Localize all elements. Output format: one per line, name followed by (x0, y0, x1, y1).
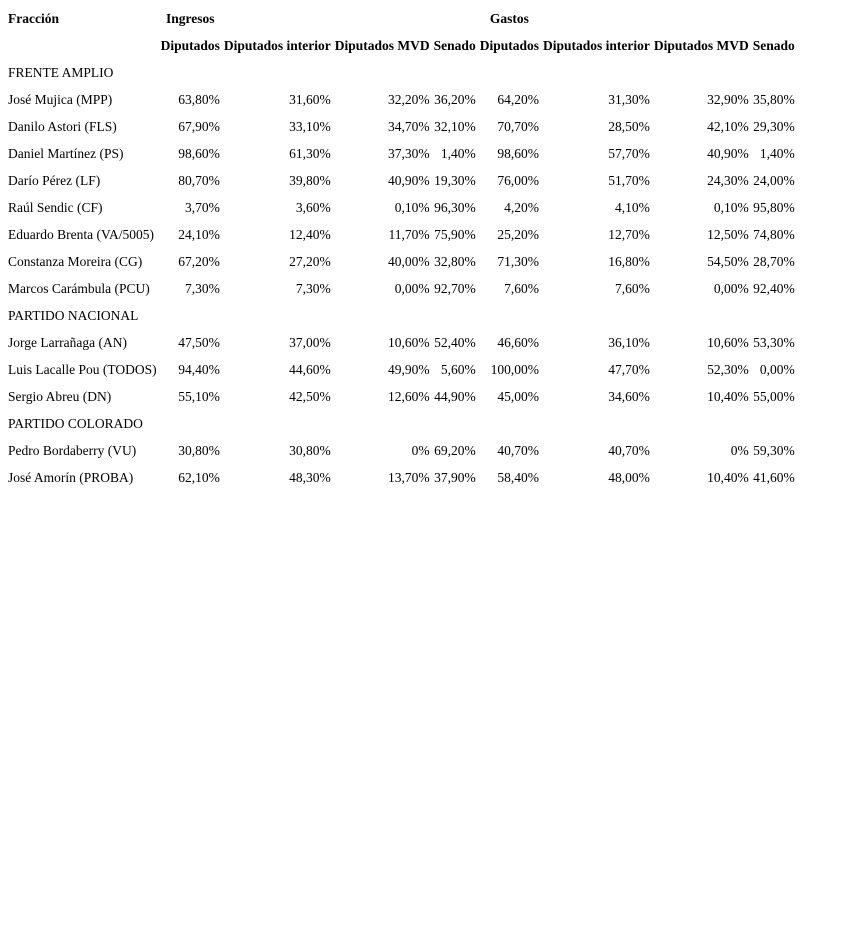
value-cell: 24,10% (178, 226, 220, 242)
value-cell: 5,60% (440, 361, 476, 377)
value-cell: 3,70% (185, 199, 220, 215)
value-cell: 67,90% (178, 118, 220, 134)
table-body (8, 59, 795, 491)
value-cell: 80,70% (178, 172, 220, 188)
value-cell: 10,40% (707, 388, 749, 404)
value-cell: 69,20% (434, 442, 476, 458)
table-row (8, 437, 795, 464)
value-cell: 54,50% (707, 253, 749, 269)
value-cell: 0% (730, 442, 749, 458)
value-cell: 40,90% (388, 172, 430, 188)
value-cell: 31,30% (608, 91, 650, 107)
fraccion-name: Pedro Bordaberry (VU) (8, 442, 137, 458)
table-row (8, 221, 795, 248)
value-cell: 98,60% (497, 145, 539, 161)
value-cell: 32,90% (707, 91, 749, 107)
subheader-cell: Diputados MVD (334, 37, 430, 53)
value-cell: 28,50% (608, 118, 650, 134)
value-cell: 12,40% (289, 226, 331, 242)
value-cell: 7,60% (615, 280, 650, 296)
value-cell: 11,70% (388, 226, 430, 242)
table-row (8, 167, 795, 194)
table-row (8, 464, 795, 491)
value-cell: 96,30% (434, 199, 476, 215)
value-cell: 52,40% (434, 334, 476, 350)
fraccion-name: Danilo Astori (FLS) (8, 118, 117, 134)
value-cell: 27,20% (289, 253, 331, 269)
value-cell: 42,10% (707, 118, 749, 134)
value-cell: 0,10% (394, 199, 430, 215)
value-cell: 48,00% (608, 469, 650, 485)
header-row-sub (8, 32, 795, 59)
value-cell: 4,10% (615, 199, 650, 215)
value-cell: 12,60% (388, 388, 430, 404)
table-row (8, 248, 795, 275)
value-cell: 35,80% (753, 91, 795, 107)
value-cell: 39,80% (289, 172, 331, 188)
value-cell: 61,30% (289, 145, 331, 161)
value-cell: 59,30% (753, 442, 795, 458)
table-row (8, 383, 795, 410)
value-cell: 49,90% (388, 361, 430, 377)
group-row (8, 302, 795, 329)
value-cell: 64,20% (497, 91, 539, 107)
fraccion-name: Constanza Moreira (CG) (8, 253, 143, 269)
value-cell: 36,20% (434, 91, 476, 107)
value-cell: 74,80% (753, 226, 795, 242)
value-cell: 29,30% (753, 118, 795, 134)
data-table (4, 5, 799, 491)
value-cell: 41,60% (753, 469, 795, 485)
value-cell: 67,20% (178, 253, 220, 269)
value-cell: 70,70% (497, 118, 539, 134)
table-row (8, 356, 795, 383)
group-label: PARTIDO NACIONAL (8, 307, 139, 323)
value-cell: 10,40% (707, 469, 749, 485)
fraccion-name: Luis Lacalle Pou (TODOS) (8, 361, 157, 377)
fraccion-name: Marcos Carámbula (PCU) (8, 280, 150, 296)
value-cell: 1,40% (759, 145, 795, 161)
header-fraccion: Fracción (8, 10, 59, 26)
value-cell: 19,30% (434, 172, 476, 188)
value-cell: 33,10% (289, 118, 331, 134)
value-cell: 30,80% (178, 442, 220, 458)
value-cell: 32,80% (434, 253, 476, 269)
subheader-cell: Diputados (160, 37, 220, 53)
value-cell: 40,90% (707, 145, 749, 161)
value-cell: 32,20% (388, 91, 430, 107)
value-cell: 47,50% (178, 334, 220, 350)
value-cell: 98,60% (178, 145, 220, 161)
fraccion-name: José Amorín (PROBA) (8, 469, 134, 485)
value-cell: 13,70% (388, 469, 430, 485)
group-row (8, 410, 795, 437)
value-cell: 0% (411, 442, 430, 458)
header-empty (8, 32, 157, 59)
table-row (8, 194, 795, 221)
header-gastos: Gastos (489, 10, 529, 26)
value-cell: 3,60% (295, 199, 331, 215)
value-cell: 31,60% (289, 91, 331, 107)
subheader-cell: Senado (433, 37, 476, 53)
value-cell: 48,30% (289, 469, 331, 485)
value-cell: 0,10% (713, 199, 749, 215)
value-cell: 16,80% (608, 253, 650, 269)
value-cell: 37,90% (434, 469, 476, 485)
value-cell: 55,00% (753, 388, 795, 404)
value-cell: 44,90% (434, 388, 476, 404)
value-cell: 95,80% (753, 199, 795, 215)
header-row-top (8, 5, 795, 32)
value-cell: 75,90% (434, 226, 476, 242)
value-cell: 55,10% (178, 388, 220, 404)
value-cell: 92,40% (753, 280, 795, 296)
value-cell: 37,00% (289, 334, 331, 350)
subheader-cell: Diputados (479, 37, 539, 53)
value-cell: 0,00% (394, 280, 430, 296)
value-cell: 52,30% (707, 361, 749, 377)
table-row (8, 140, 795, 167)
value-cell: 71,30% (497, 253, 539, 269)
value-cell: 30,80% (289, 442, 331, 458)
value-cell: 45,00% (497, 388, 539, 404)
value-cell: 10,60% (707, 334, 749, 350)
table-row (8, 275, 795, 302)
value-cell: 1,40% (440, 145, 476, 161)
fraccion-name: Darío Pérez (LF) (8, 172, 101, 188)
subheader-cell: Diputados interior (223, 37, 331, 53)
value-cell: 36,10% (608, 334, 650, 350)
value-cell: 40,00% (388, 253, 430, 269)
value-cell: 32,10% (434, 118, 476, 134)
header-ingresos: Ingresos (165, 10, 215, 26)
value-cell: 10,60% (388, 334, 430, 350)
subheader-cell: Diputados interior (542, 37, 650, 53)
value-cell: 44,60% (289, 361, 331, 377)
fraccion-name: Raúl Sendic (CF) (8, 199, 103, 215)
table-row (8, 329, 795, 356)
value-cell: 76,00% (497, 172, 539, 188)
value-cell: 7,30% (295, 280, 331, 296)
group-row (8, 59, 795, 86)
subheader-cell: Diputados MVD (653, 37, 749, 53)
value-cell: 24,30% (707, 172, 749, 188)
value-cell: 94,40% (178, 361, 220, 377)
value-cell: 24,00% (753, 172, 795, 188)
fraccion-name: José Mujica (MPP) (8, 91, 113, 107)
fraccion-name: Jorge Larrañaga (AN) (8, 334, 127, 350)
value-cell: 51,70% (608, 172, 650, 188)
value-cell: 37,30% (388, 145, 430, 161)
value-cell: 46,60% (497, 334, 539, 350)
value-cell: 34,60% (608, 388, 650, 404)
group-label: FRENTE AMPLIO (8, 64, 114, 80)
value-cell: 0,00% (759, 361, 795, 377)
fraccion-name: Sergio Abreu (DN) (8, 388, 112, 404)
value-cell: 40,70% (497, 442, 539, 458)
value-cell: 57,70% (608, 145, 650, 161)
value-cell: 58,40% (497, 469, 539, 485)
value-cell: 25,20% (497, 226, 539, 242)
value-cell: 62,10% (178, 469, 220, 485)
value-cell: 42,50% (289, 388, 331, 404)
value-cell: 7,30% (185, 280, 220, 296)
value-cell: 47,70% (608, 361, 650, 377)
value-cell: 28,70% (753, 253, 795, 269)
value-cell: 12,70% (608, 226, 650, 242)
fraccion-name: Eduardo Brenta (VA/5005) (8, 226, 154, 242)
value-cell: 12,50% (707, 226, 749, 242)
table-row (8, 86, 795, 113)
value-cell: 34,70% (388, 118, 430, 134)
value-cell: 92,70% (434, 280, 476, 296)
value-cell: 53,30% (753, 334, 795, 350)
value-cell: 0,00% (713, 280, 749, 296)
value-cell: 4,20% (504, 199, 539, 215)
fraccion-name: Daniel Martínez (PS) (8, 145, 124, 161)
value-cell: 63,80% (178, 91, 220, 107)
subheader-cell: Senado (752, 37, 795, 53)
value-cell: 40,70% (608, 442, 650, 458)
value-cell: 7,60% (504, 280, 539, 296)
value-cell: 100,00% (490, 361, 539, 377)
table-row (8, 113, 795, 140)
group-label: PARTIDO COLORADO (8, 415, 143, 431)
